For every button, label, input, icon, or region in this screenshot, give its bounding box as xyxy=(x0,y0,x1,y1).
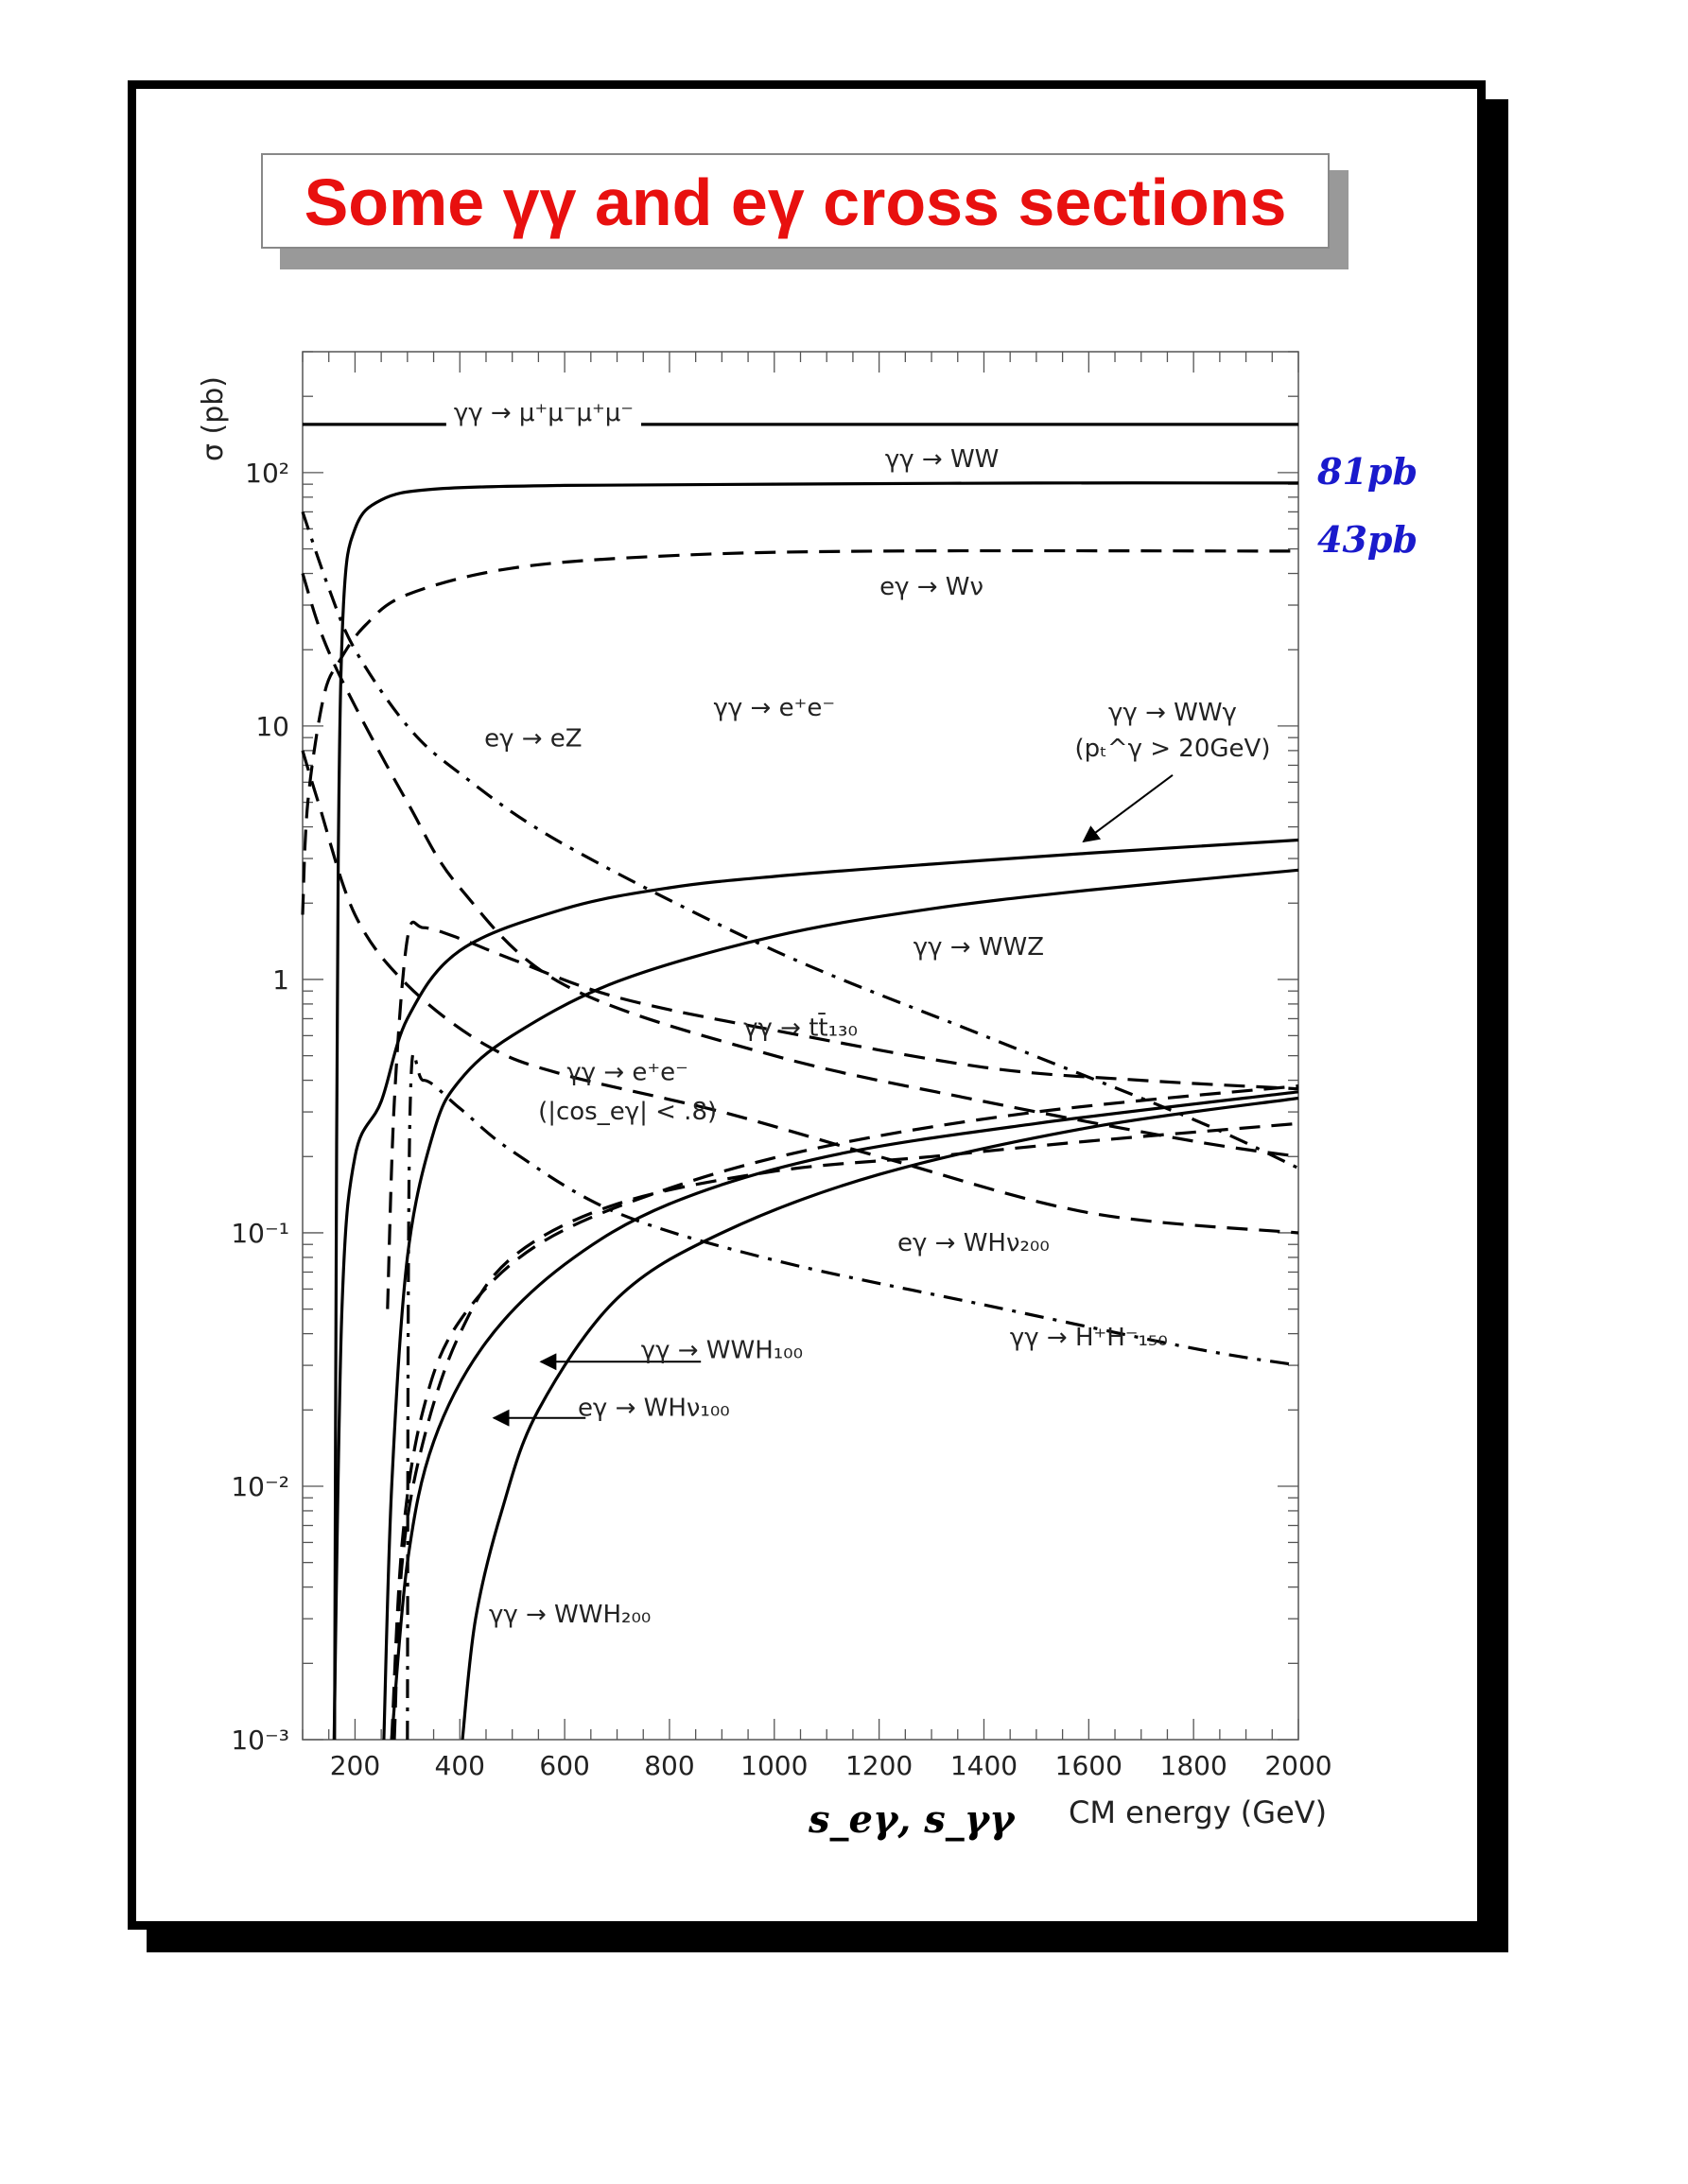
y-tick-label: 10⁻³ xyxy=(231,1725,289,1756)
plot-frame xyxy=(303,352,1298,1740)
x-axis-label: CM energy (GeV) xyxy=(1069,1794,1328,1830)
series-line-10 xyxy=(408,1053,1298,1740)
series-line-8 xyxy=(303,751,1298,1233)
curve-label: γγ → tt̄₁₃₀ xyxy=(743,1014,858,1043)
curve-label: (pₜ^γ > 20GeV) xyxy=(1074,734,1271,763)
x-tick-label: 1000 xyxy=(740,1750,809,1781)
series-line-9 xyxy=(394,1123,1298,1740)
x-tick-label: 1200 xyxy=(844,1750,914,1781)
y-tick-label: 1 xyxy=(272,963,289,996)
y-tick-label: 10⁻¹ xyxy=(231,1217,289,1249)
curve-label: γγ → WWH₂₀₀ xyxy=(488,1601,652,1630)
series-line-1 xyxy=(335,483,1298,1740)
x-axis-symbol: s_eγ, s_γγ xyxy=(809,1797,1015,1842)
series-line-4 xyxy=(303,574,1298,1157)
curve-label: γγ → WWZ xyxy=(913,932,1045,962)
curve-label: γγ → H⁺H⁻₁₅₀ xyxy=(1009,1323,1168,1352)
curve-label: γγ → WWH₁₀₀ xyxy=(640,1336,804,1365)
x-tick-label: 800 xyxy=(644,1750,695,1781)
y-tick-label: 10² xyxy=(245,457,289,489)
curve-label: γγ → WW xyxy=(884,445,1000,475)
curve-label: γγ → μ⁺μ⁻μ⁺μ⁻ xyxy=(453,399,635,428)
curve-label: eγ → WHν₁₀₀ xyxy=(577,1394,730,1423)
annotation-arrow-0 xyxy=(1084,775,1173,841)
x-tick-label: 1600 xyxy=(1054,1750,1122,1781)
x-tick-label: 1800 xyxy=(1159,1750,1227,1781)
series-line-3 xyxy=(303,511,1298,1168)
y-axis-label: σ (pb) xyxy=(197,375,230,462)
curve-label: (|cos_eγ| < .8) xyxy=(538,1098,718,1127)
x-tick-label: 600 xyxy=(539,1750,590,1781)
y-tick-label: 10 xyxy=(255,710,289,742)
x-tick-label: 1400 xyxy=(949,1750,1018,1781)
curve-label: eγ → eZ xyxy=(484,724,583,754)
x-tick-label: 400 xyxy=(434,1750,485,1781)
curve-label: eγ → WHν₂₀₀ xyxy=(897,1228,1050,1257)
curve-label: γγ → WWγ xyxy=(1108,699,1237,728)
curve-label: γγ → e⁺e⁻ xyxy=(566,1058,688,1087)
side-label-81pb: 81pb xyxy=(1317,450,1418,493)
slide-title: Some γγ and eγ cross sections xyxy=(304,165,1287,239)
series-group xyxy=(303,425,1298,1740)
curve-label: γγ → e⁺e⁻ xyxy=(713,693,836,722)
side-label-43pb: 43pb xyxy=(1317,518,1418,561)
series-line-11 xyxy=(392,1092,1298,1740)
curve-label: eγ → Wν xyxy=(879,572,984,601)
curve-labels xyxy=(446,397,1271,1629)
x-tick-label: 2000 xyxy=(1264,1750,1332,1781)
series-line-2 xyxy=(303,551,1298,915)
x-tick-label: 200 xyxy=(329,1750,381,1781)
y-tick-label: 10⁻² xyxy=(231,1470,289,1502)
